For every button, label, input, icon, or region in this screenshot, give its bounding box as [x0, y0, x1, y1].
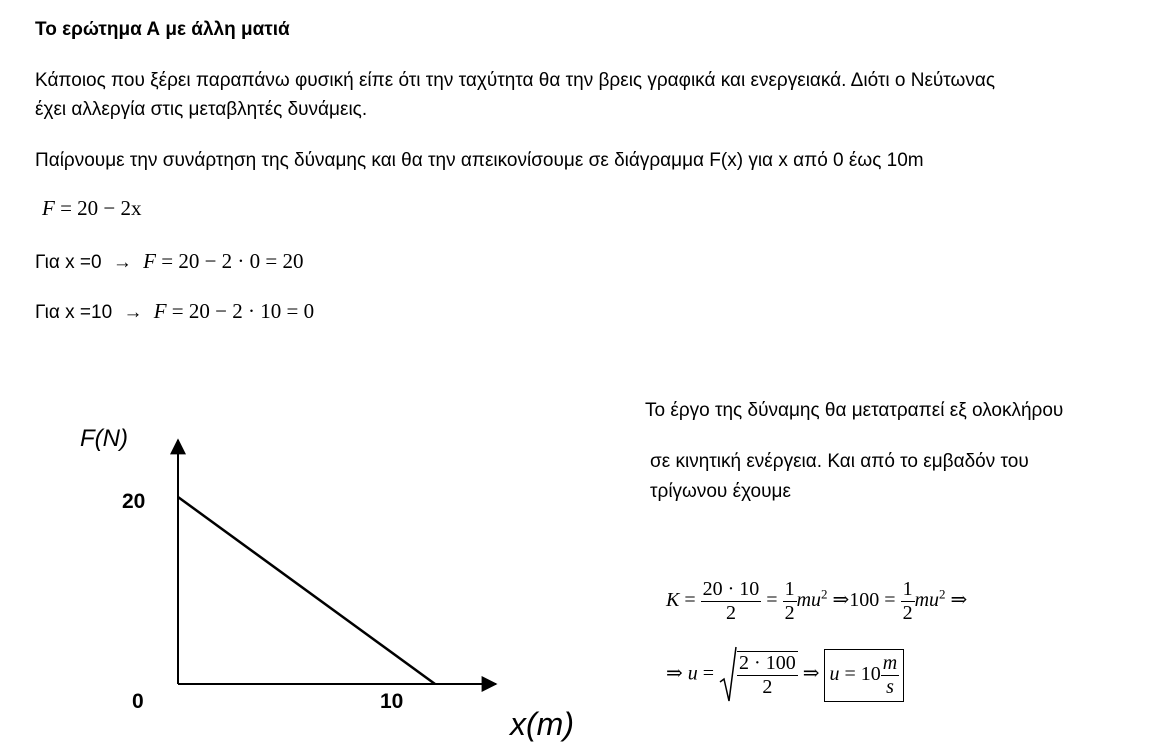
y-axis-label: F(N) [80, 425, 128, 452]
speed-u: u [687, 662, 698, 685]
unit-m: m [882, 651, 898, 674]
implies-icon: ⇒ [666, 662, 683, 685]
case-x0-label: Για x =0 [35, 252, 102, 273]
mu-term: mu [796, 589, 822, 612]
area-numerator: 20 · 10 [702, 578, 760, 600]
work-text-line-3: τρίγωνου έχουμε [650, 481, 791, 502]
area-fraction [701, 578, 762, 625]
half-fraction [783, 578, 797, 625]
unit-fraction [881, 652, 899, 699]
eq-sign: = [766, 589, 778, 612]
area-denominator: 2 [725, 602, 736, 624]
exponent: 2 [821, 586, 828, 602]
result-box [824, 649, 904, 702]
implies-icon: ⇒ [802, 662, 820, 685]
formula-rhs: 20 − 2x [77, 196, 142, 220]
sqrt-icon [719, 646, 737, 704]
arrow-icon: → [112, 252, 132, 273]
energy-equation [666, 578, 967, 625]
force-line [178, 497, 435, 684]
implies-icon: ⇒ [950, 589, 968, 612]
sqrt-fraction [737, 651, 798, 699]
eq-sign: = [684, 589, 696, 612]
case-x0-eq: = [161, 249, 174, 273]
formula-f: F [42, 196, 55, 220]
case-x0-f: F [143, 249, 156, 273]
case-x10-rhs: 20 − 2 · 10 = 0 [188, 299, 315, 323]
sqrt-numerator: 2 · 100 [739, 652, 796, 674]
case-x0-rhs: 20 − 2 · 0 = 20 [178, 249, 304, 273]
sqrt-expression [719, 646, 798, 704]
eq-sign: = [884, 589, 896, 612]
result-eq: = [844, 662, 856, 685]
half-fraction-2 [901, 578, 915, 625]
energy-value: 100 [849, 589, 880, 612]
origin-label: 0 [132, 690, 144, 713]
case-x10-label: Για x =10 [35, 302, 113, 323]
unit-s: s [886, 675, 894, 698]
kinetic-k: K [666, 589, 680, 612]
implies-icon: ⇒ [832, 589, 850, 612]
result-value: 10 [860, 662, 881, 685]
arrow-icon: → [123, 302, 143, 323]
page-title: Το ερώτημα Α με άλλη ματιά [35, 19, 290, 40]
function-intro: Παίρνουμε την συνάρτηση της δύναμης και θα την απεικονίσουμε σε διάγραμμα F(x) για x από 0 έως 10m [35, 150, 924, 171]
intro-line-2: έχει αλλεργία στις μεταβλητές δυνάμεις. [35, 99, 368, 120]
case-x10-f: F [153, 299, 167, 323]
x-tick-10: 10 [380, 690, 404, 713]
half-numerator-2: 1 [902, 578, 913, 600]
mu-term-2: mu [914, 589, 940, 612]
eq-sign: = [702, 662, 715, 685]
work-text-line-2: σε κινητική ενέργεια. Και από το εμβαδόν του [650, 451, 1029, 472]
half-numerator: 1 [784, 578, 795, 600]
formula-eq: = [60, 196, 72, 220]
y-tick-20: 20 [122, 490, 146, 513]
result-u: u [829, 662, 840, 685]
half-denominator: 2 [784, 602, 795, 624]
sqrt-denominator: 2 [762, 676, 773, 698]
case-x10-eq: = [171, 299, 184, 323]
speed-equation [666, 646, 904, 704]
work-text-line-1: Το έργο της δύναμης θα μετατραπεί εξ ολοκλήρου [645, 400, 1064, 421]
x-axis-label: x(m) [510, 706, 574, 742]
intro-line-1: Κάποιος που ξέρει παραπάνω φυσική είπε ότι την ταχύτητα θα την βρεις γραφικά και ενεργειακά. Διότι ο Νεύτωνας [35, 70, 996, 91]
half-denominator-2: 2 [902, 602, 913, 624]
exponent-2: 2 [939, 586, 946, 602]
